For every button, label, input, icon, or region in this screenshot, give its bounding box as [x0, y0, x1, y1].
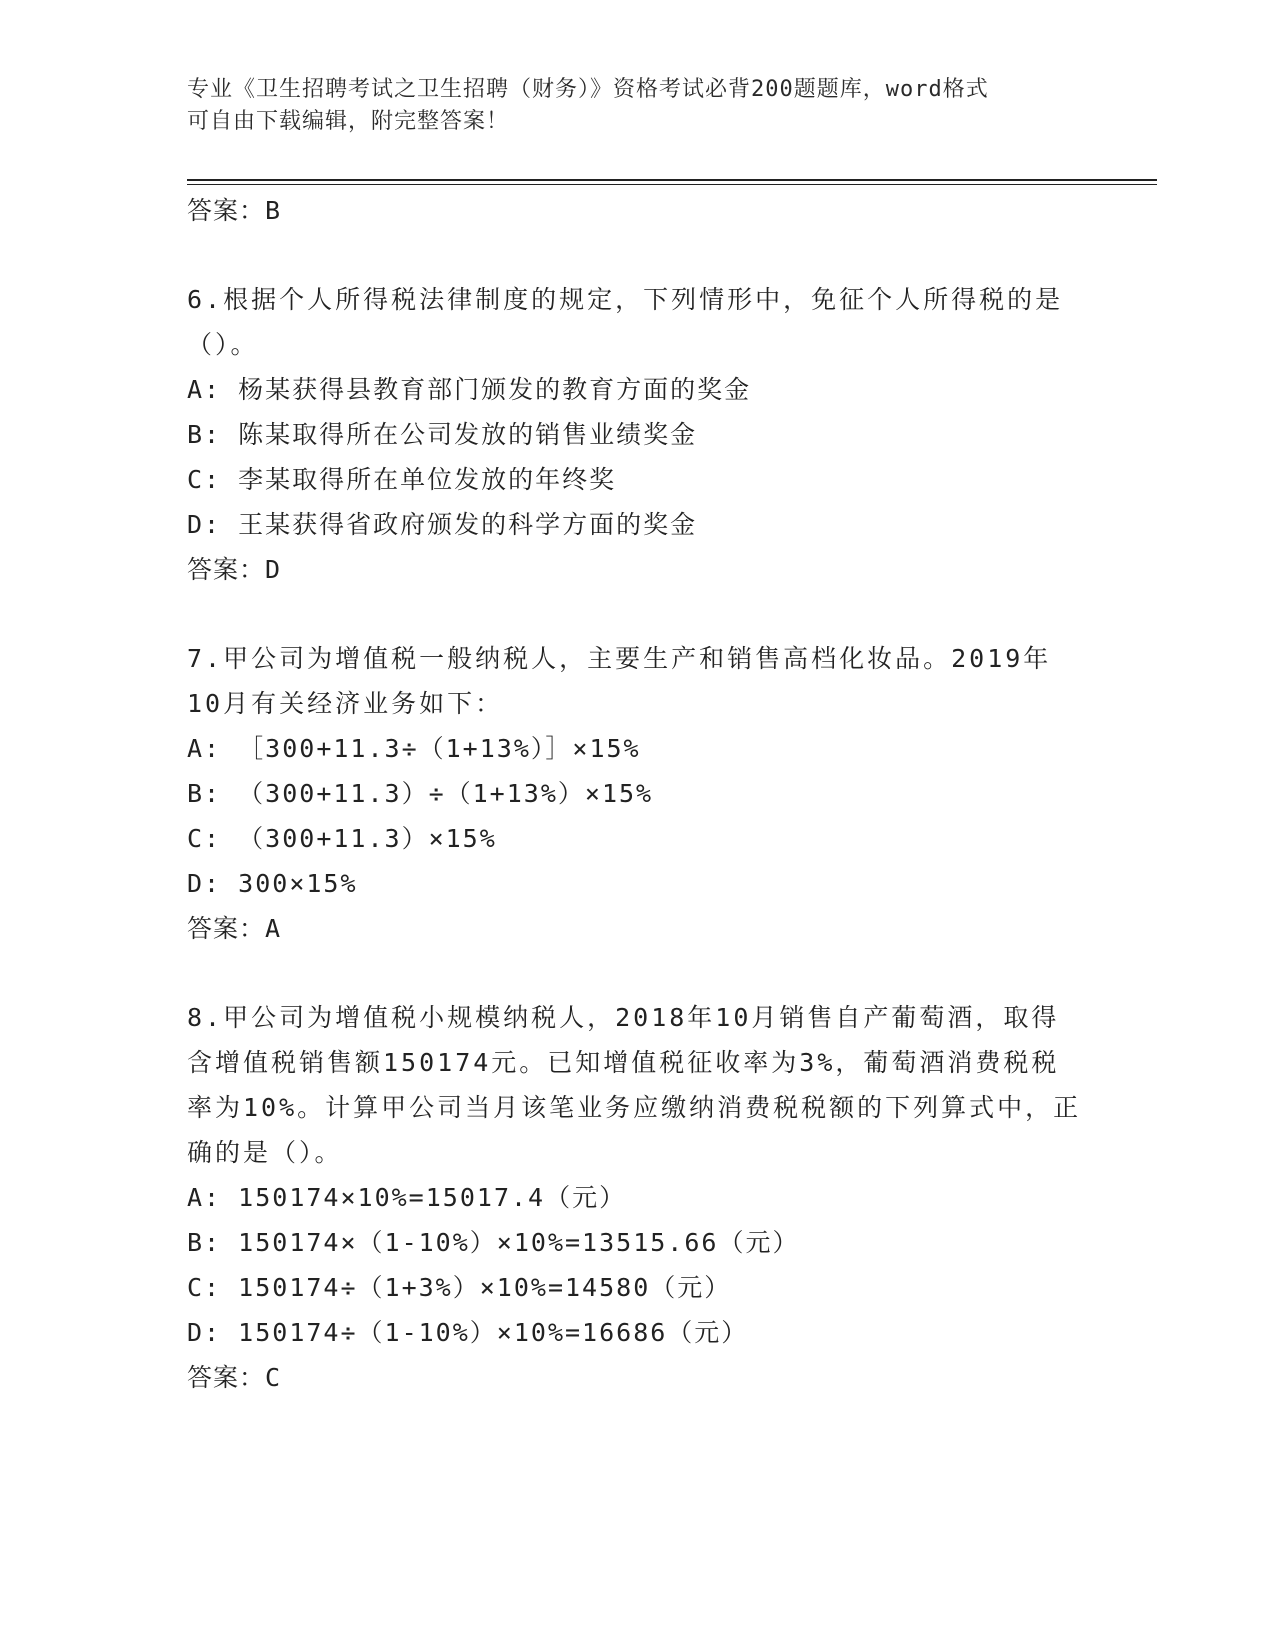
option-letter: A: — [187, 375, 222, 404]
option-b — [187, 771, 1087, 816]
option-d — [187, 1310, 1087, 1355]
option-text: 陈某取得所在公司发放的销售业绩奖金 — [238, 420, 698, 449]
answer-label: 答案： — [187, 555, 266, 584]
option-letter: C: — [187, 824, 222, 853]
answer-value: B — [265, 196, 282, 225]
answer-line — [187, 906, 1087, 951]
question-6 — [187, 277, 1087, 592]
question-7 — [187, 636, 1087, 951]
option-d — [187, 502, 1087, 547]
option-b — [187, 1220, 1087, 1265]
option-text: 150174×（1-10%）×10%=13515.66（元） — [238, 1228, 800, 1257]
option-text: 150174×10%=15017.4（元） — [238, 1183, 627, 1212]
question-text: 8.甲公司为增值税小规模纳税人，2018年10月销售自产葡萄酒，取得含增值税销售额150174元。已知增值税征收率为3%，葡萄酒消费税税率为10%。计算甲公司当月该笔业务应缴纳消费税税额的下列算式中，正确的是（）。 — [187, 1003, 1082, 1167]
document-body — [187, 188, 1087, 1400]
option-a — [187, 367, 1087, 412]
answer-label: 答案： — [187, 1363, 266, 1392]
answer-label: 答案： — [187, 196, 266, 225]
option-c — [187, 816, 1087, 861]
answer-label: 答案： — [187, 914, 266, 943]
option-letter: B: — [187, 420, 222, 449]
option-text: 300×15% — [238, 869, 358, 898]
option-letter: B: — [187, 1228, 222, 1257]
answer-value: A — [265, 914, 282, 943]
answer-line — [187, 547, 1087, 592]
option-text: 150174÷（1-10%）×10%=16686（元） — [238, 1318, 749, 1347]
question-text: 7.甲公司为增值税一般纳税人，主要生产和销售高档化妆品。2019年10月有关经济业务如下： — [187, 644, 1052, 718]
option-text: ［300+11.3÷（1+13%）］×15% — [238, 734, 641, 763]
answer-value: D — [265, 555, 282, 584]
option-a — [187, 1175, 1087, 1220]
option-letter: D: — [187, 510, 222, 539]
header-line-1: 专业《卫生招聘考试之卫生招聘（财务）》资格考试必背200题题库，word格式 — [187, 77, 989, 102]
option-text: 杨某获得县教育部门颁发的教育方面的奖金 — [238, 375, 752, 404]
option-letter: D: — [187, 1318, 222, 1347]
option-letter: A: — [187, 1183, 222, 1212]
answer-line — [187, 188, 1087, 233]
question-text: 6.根据个人所得税法律制度的规定，下列情形中，免征个人所得税的是（）。 — [187, 285, 1064, 359]
option-text: 王某获得省政府颁发的科学方面的奖金 — [238, 510, 698, 539]
document-header — [187, 74, 1087, 138]
option-c — [187, 1265, 1087, 1310]
header-line-2: 可自由下载编辑，附完整答案！ — [187, 109, 510, 134]
option-text: （300+11.3）÷（1+13%）×15% — [238, 779, 654, 808]
option-d — [187, 861, 1087, 906]
option-letter: D: — [187, 869, 222, 898]
option-text: （300+11.3）×15% — [238, 824, 497, 853]
option-letter: A: — [187, 734, 222, 763]
header-divider-thick — [187, 179, 1157, 181]
option-text: 150174÷（1+3%）×10%=14580（元） — [238, 1273, 732, 1302]
option-letter: C: — [187, 465, 222, 494]
option-b — [187, 412, 1087, 457]
answer-value: C — [265, 1363, 282, 1392]
option-letter: C: — [187, 1273, 222, 1302]
header-divider-thin — [187, 184, 1157, 185]
option-text: 李某取得所在单位发放的年终奖 — [238, 465, 617, 494]
option-letter: B: — [187, 779, 222, 808]
option-c — [187, 457, 1087, 502]
answer-line — [187, 1355, 1087, 1400]
option-a — [187, 726, 1087, 771]
question-8 — [187, 995, 1087, 1400]
